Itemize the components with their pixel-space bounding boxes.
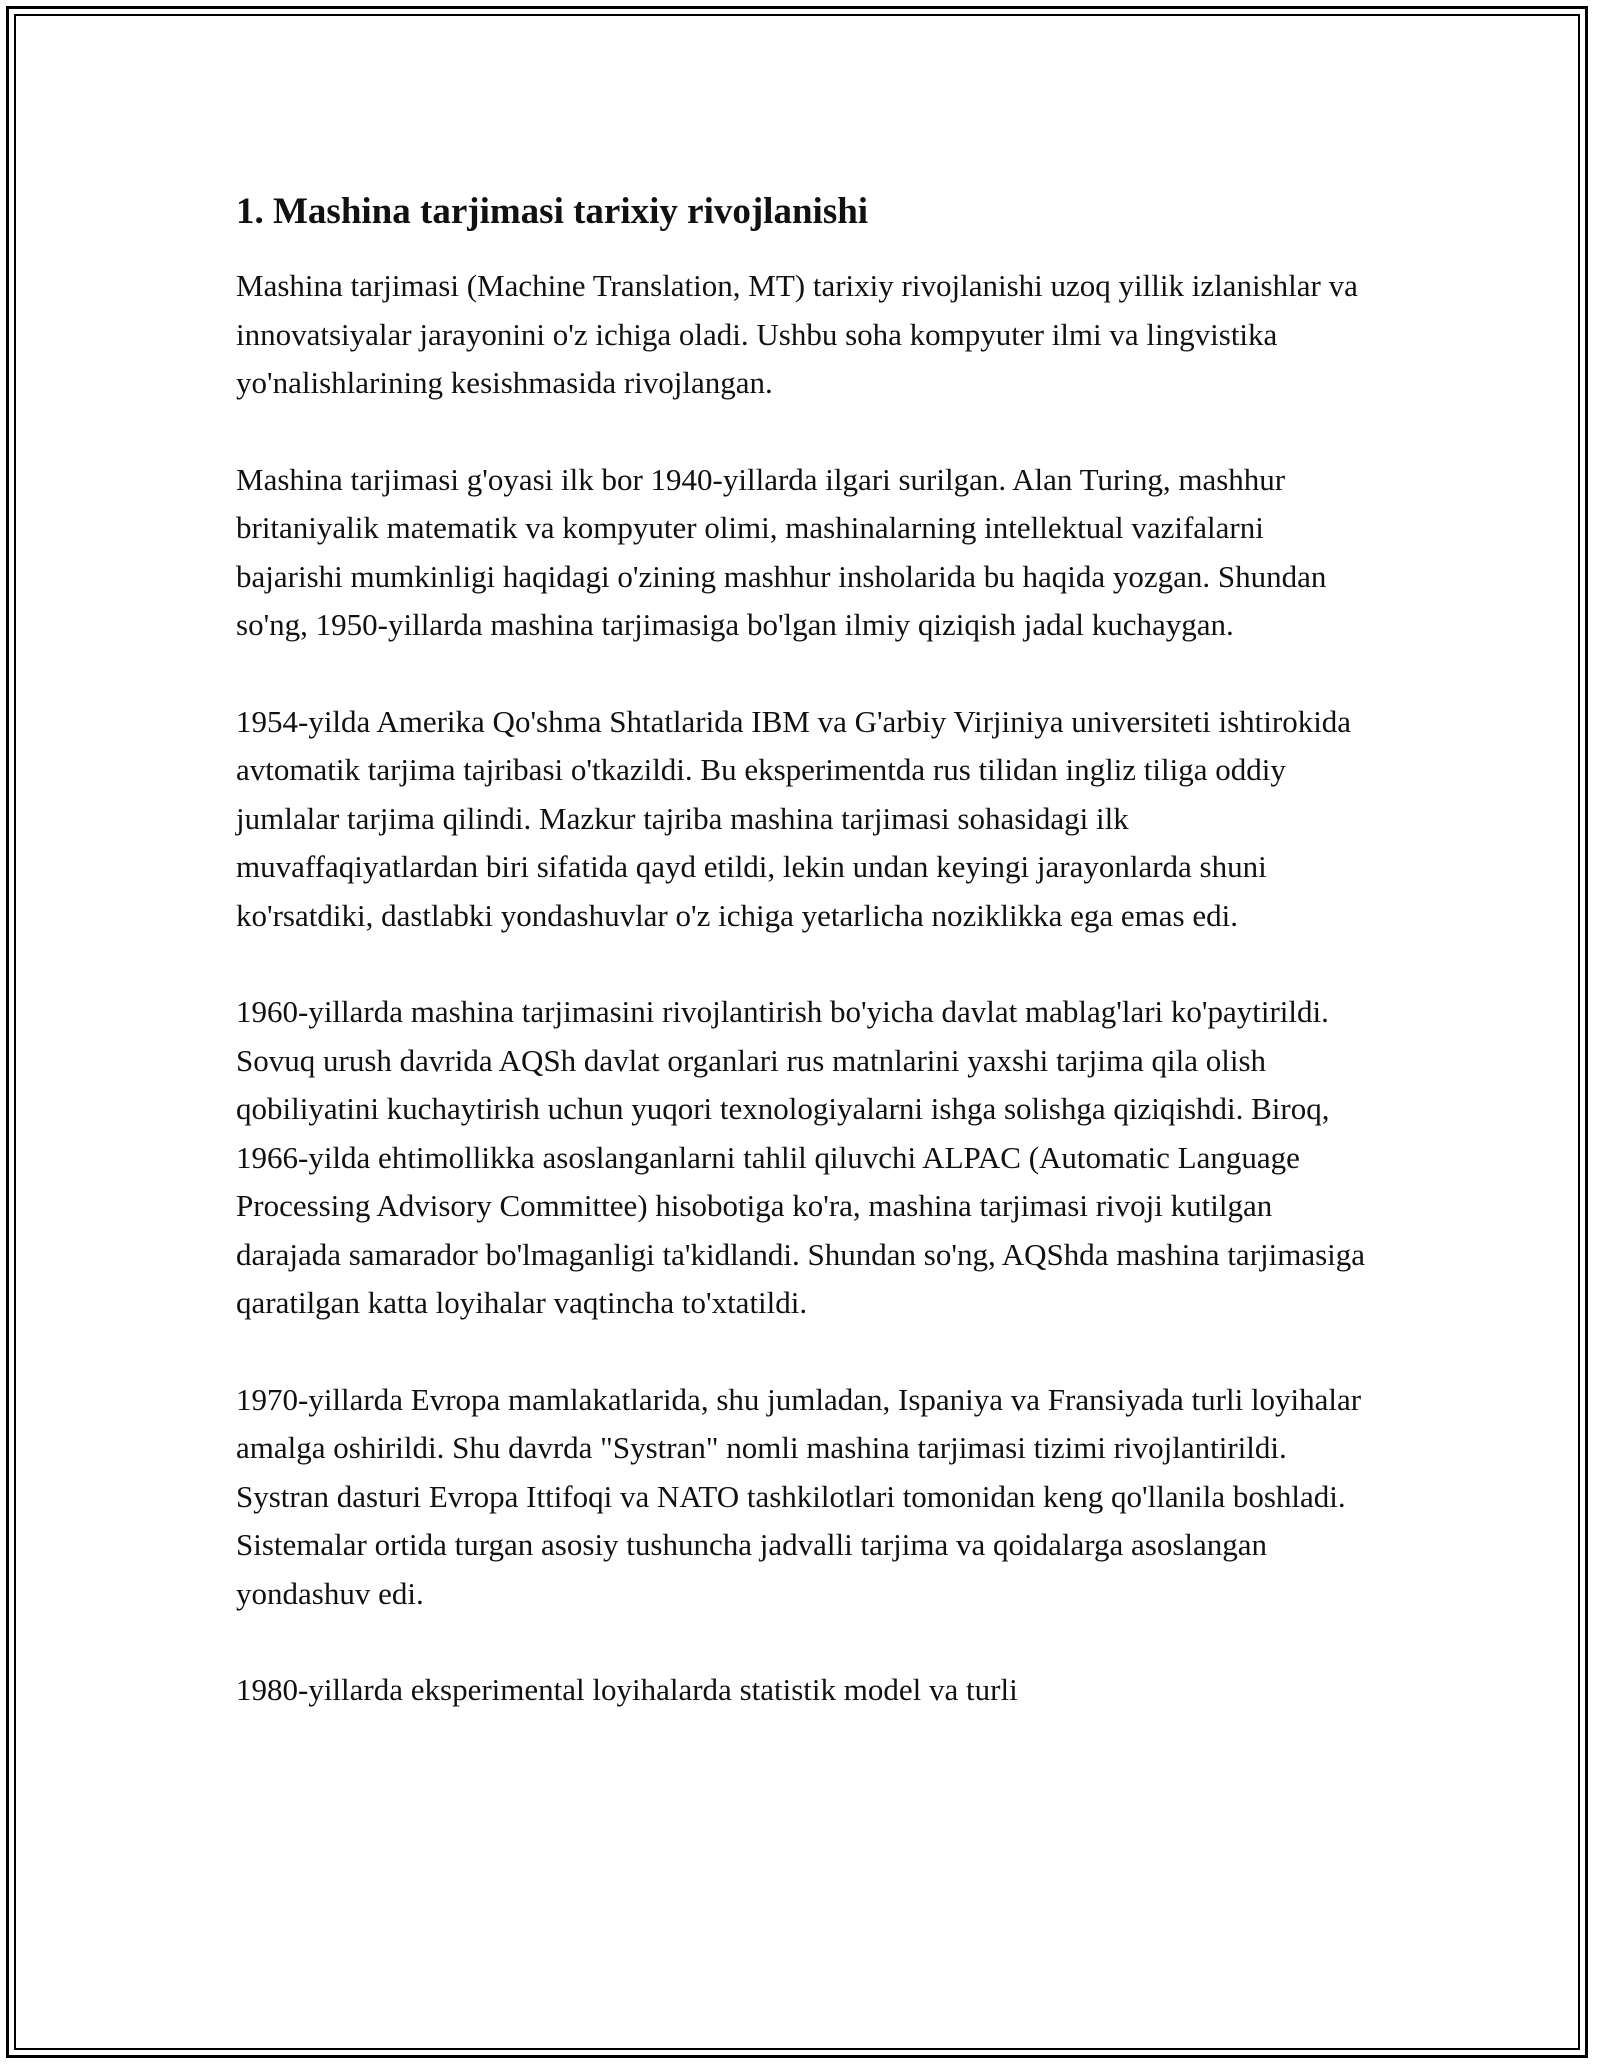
paragraph-1940s: Mashina tarjimasi g'oyasi ilk bor 1940-yillarda ilgari surilgan. Alan Turing, mashhur britaniyalik matematik va kompyuter olimi, mashinalarning intellektual vazifalarni bajarishi mumkinligi haqidagi o'zining mashhur insholarida bu haqida yozgan. Shundan so'ng, 1950-yillarda mashina tarjimasiga bo'lgan ilmiy qiziqish jadal kuchaygan.	[236, 461, 1327, 642]
paragraph-1970s: 1970-yillarda Evropa mamlakatlarida, shu jumladan, Ispaniya va Fransiyada turli loyihalar amalga oshirildi. Shu davrda "Systran" nomli mashina tarjimasi tizimi rivojlantirildi. Systran dasturi Evropa Ittifoqi va NATO tashkilotlari tomonidan keng qo'llanila boshladi. Sistemalar ortida turgan asosiy tushuncha jadvalli tarjima va qoidalarga asoslangan yondashuv edi.	[236, 1381, 1362, 1611]
document-body	[236, 188, 1376, 1763]
paragraph-1954: 1954-yilda Amerika Qo'shma Shtatlarida IBM va G'arbiy Virjiniya universiteti ishtirokida avtomatik tarjima tajribasi o'tkazildi. Bu eksperimentda rus tilidan ingliz tiliga oddiy jumlalar tarjima qilindi. Mazkur tajriba mashina tarjimasi sohasidagi ilk muvaffaqiyatlardan biri sifatida qayd etildi, lekin undan keyingi jarayonlarda shuni ko'rsatdiki, dastlabki yondashuvlar o'z ichiga yetarlicha noziklikka ega emas edi.	[236, 703, 1352, 933]
paragraph-1960s: 1960-yillarda mashina tarjimasini rivojlantirish bo'yicha davlat mablag'lari ko'paytirildi. Sovuq urush davrida AQSh davlat organlari rus matnlarini yaxshi tarjima qila olish qobiliyatini kuchaytirish uchun yuqori texnologiyalarni ishga solishga qiziqishdi. Biroq, 1966-yilda ehtimollikka asoslanganlarni tahlil qiluvchi ALPAC (Automatic Language Processing Advisory Committee) hisobotiga ko'ra, mashina tarjimasi rivoji kutilgan darajada samarador bo'lmaganligi ta'kidlandi. Shundan so'ng, AQShda mashina tarjimasiga qaratilgan katta loyihalar vaqtincha to'xtatildi.	[236, 994, 1366, 1320]
section-heading: 1. Mashina tarjimasi tarixiy rivojlanishi	[236, 191, 869, 232]
paragraph-intro: Mashina tarjimasi (Machine Translation, MT) tarixiy rivojlanishi uzoq yillik izlanishlar va innovatsiyalar jarayonini o'z ichiga oladi. Ushbu soha kompyuter ilmi va lingvistika yo'nalishlarining kesishmasida rivojlangan.	[236, 268, 1358, 400]
paragraph-1980s: 1980-yillarda eksperimental loyihalarda statistik model va turli	[236, 1672, 1018, 1707]
